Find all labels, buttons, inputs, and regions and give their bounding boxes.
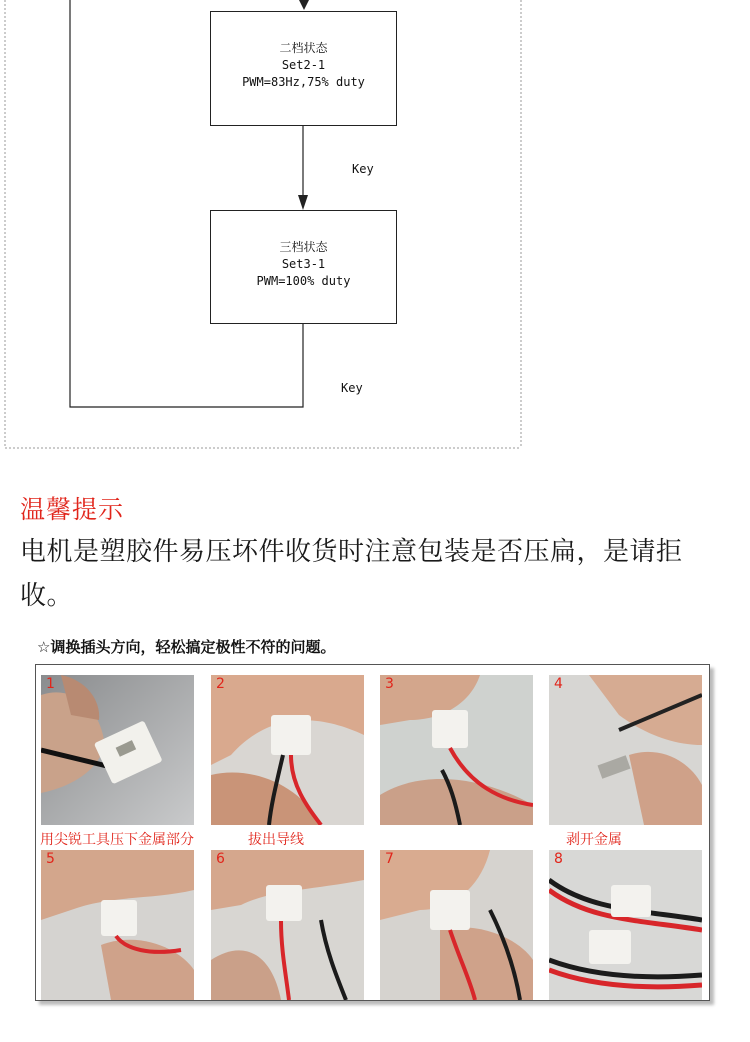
arrow-down-icon xyxy=(299,0,309,10)
flowchart xyxy=(0,0,750,460)
connectors-photo xyxy=(549,850,702,1000)
step-photo-3 xyxy=(380,675,533,825)
state-title: 三档状态 xyxy=(279,240,328,254)
state-box-gear3 xyxy=(210,210,397,324)
step-number: 7 xyxy=(385,851,394,867)
step-caption: 拔出导线 xyxy=(248,832,304,848)
hand-two-wires-photo xyxy=(211,850,364,1000)
photo-panel xyxy=(35,664,710,1001)
step-caption: 用尖锐工具压下金属部分 xyxy=(40,832,194,848)
state-desc: PWM=100% duty xyxy=(256,274,351,288)
hand-tool-photo xyxy=(41,675,194,825)
step-photo-8 xyxy=(549,850,702,1000)
notice-body: 电机是塑胶件易压坏件收货时注意包装是否压扁，是请拒收。 xyxy=(20,537,683,611)
step-caption: 剥开金属 xyxy=(566,832,622,848)
step-number: 6 xyxy=(216,851,225,867)
step-photo-2 xyxy=(211,675,364,825)
key-label: Key xyxy=(352,162,374,176)
step-photo-6 xyxy=(211,850,364,1000)
step-number: 4 xyxy=(554,676,563,692)
notice-title: 温馨提示 xyxy=(20,495,125,524)
state-desc: PWM=83Hz,75% duty xyxy=(242,75,365,89)
arrow-down-icon xyxy=(298,195,308,210)
step-photo-1 xyxy=(41,675,194,825)
step-number: 3 xyxy=(385,676,394,692)
hand-insert-photo xyxy=(41,850,194,1000)
hand-connector-photo xyxy=(211,675,364,825)
state-box-gear2 xyxy=(210,11,397,126)
hand-reinsert-photo xyxy=(380,850,533,1000)
step-number: 8 xyxy=(554,851,563,867)
key-label: Key xyxy=(341,381,363,395)
state-title: 二档状态 xyxy=(279,41,328,55)
step-number: 1 xyxy=(46,676,55,692)
step-photo-4 xyxy=(549,675,702,825)
step-photo-7 xyxy=(380,850,533,1000)
step-number: 5 xyxy=(46,851,55,867)
state-code: Set2-1 xyxy=(281,58,326,72)
step-photo-5 xyxy=(41,850,194,1000)
step-number: 2 xyxy=(216,676,225,692)
hand-pin-photo xyxy=(549,675,702,825)
state-code: Set3-1 xyxy=(281,257,326,271)
tutorial-heading: ☆调换插头方向，轻松搞定极性不符的问题。 xyxy=(37,638,336,656)
hand-pull-wire-photo xyxy=(380,675,533,825)
